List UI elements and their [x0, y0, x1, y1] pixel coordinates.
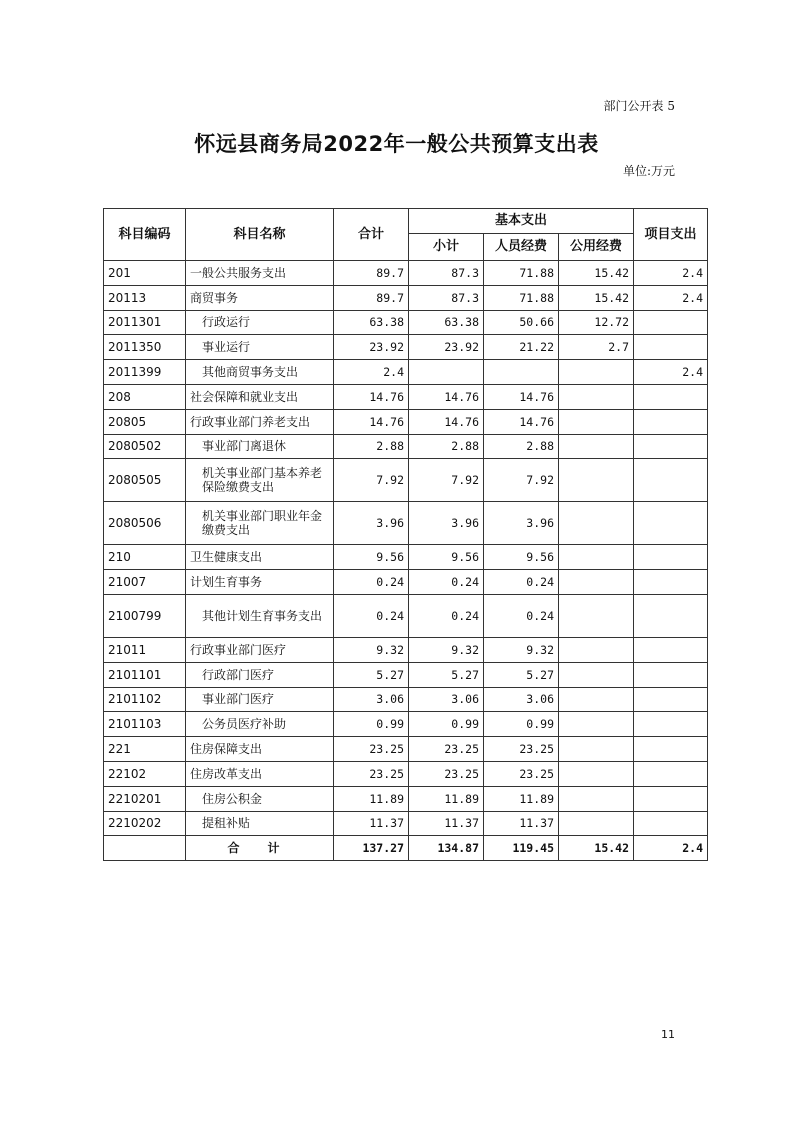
grand-total-cell: 137.27	[334, 836, 409, 861]
table-row	[104, 335, 708, 360]
name-cell: 住房保障支出	[186, 737, 334, 762]
table-row	[104, 786, 708, 811]
total-cell: 23.25	[334, 761, 409, 786]
table-row	[104, 811, 708, 836]
header-public: 公用经费	[559, 234, 634, 261]
total-row	[104, 836, 708, 861]
personnel-cell: 3.06	[484, 687, 559, 712]
table-row	[104, 761, 708, 786]
subtotal-cell: 14.76	[409, 384, 484, 409]
name-cell: 商贸事务	[186, 285, 334, 310]
total-cell: 89.7	[334, 261, 409, 286]
subtotal-cell: 3.96	[409, 502, 484, 545]
personnel-cell: 0.99	[484, 712, 559, 737]
total-cell: 5.27	[334, 662, 409, 687]
personnel-cell: 50.66	[484, 310, 559, 335]
name-cell: 行政部门医疗	[186, 662, 334, 687]
project-cell	[634, 570, 708, 595]
project-cell	[634, 502, 708, 545]
subtotal-cell: 63.38	[409, 310, 484, 335]
project-cell	[634, 786, 708, 811]
name-cell: 一般公共服务支出	[186, 261, 334, 286]
subtotal-cell: 9.56	[409, 545, 484, 570]
header-personnel: 人员经费	[484, 234, 559, 261]
table-row	[104, 310, 708, 335]
code-cell: 2080502	[104, 434, 186, 459]
name-cell: 公务员医疗补助	[186, 712, 334, 737]
name-cell: 事业部门医疗	[186, 687, 334, 712]
total-cell: 9.32	[334, 637, 409, 662]
code-cell: 201	[104, 261, 186, 286]
project-cell: 2.4	[634, 285, 708, 310]
name-cell: 机关事业部门基本养老保险缴费支出	[186, 459, 334, 502]
total-cell: 0.99	[334, 712, 409, 737]
project-cell	[634, 434, 708, 459]
grand-public-cell: 15.42	[559, 836, 634, 861]
code-cell: 2080505	[104, 459, 186, 502]
code-cell: 221	[104, 737, 186, 762]
code-cell: 210	[104, 545, 186, 570]
code-cell: 2210201	[104, 786, 186, 811]
name-cell: 卫生健康支出	[186, 545, 334, 570]
total-cell: 14.76	[334, 409, 409, 434]
name-cell: 行政事业部门医疗	[186, 637, 334, 662]
name-cell: 行政事业部门养老支出	[186, 409, 334, 434]
header-total: 合计	[334, 209, 409, 261]
project-cell	[634, 761, 708, 786]
subtotal-cell: 9.32	[409, 637, 484, 662]
project-cell	[634, 459, 708, 502]
table-row	[104, 360, 708, 385]
public-cell	[559, 570, 634, 595]
total-cell: 9.56	[334, 545, 409, 570]
personnel-cell: 21.22	[484, 335, 559, 360]
table-row	[104, 687, 708, 712]
subtotal-cell: 87.3	[409, 261, 484, 286]
subtotal-cell: 23.25	[409, 737, 484, 762]
code-cell: 208	[104, 384, 186, 409]
project-cell	[634, 409, 708, 434]
table-row	[104, 545, 708, 570]
total-cell: 11.89	[334, 786, 409, 811]
table-row	[104, 409, 708, 434]
public-cell	[559, 545, 634, 570]
table-row	[104, 434, 708, 459]
table-row	[104, 384, 708, 409]
personnel-cell: 9.32	[484, 637, 559, 662]
header-project: 项目支出	[634, 209, 708, 261]
code-cell: 20805	[104, 409, 186, 434]
code-cell: 20113	[104, 285, 186, 310]
name-cell: 机关事业部门职业年金缴费支出	[186, 502, 334, 545]
subtotal-cell: 87.3	[409, 285, 484, 310]
personnel-cell: 5.27	[484, 662, 559, 687]
name-cell: 其他商贸事务支出	[186, 360, 334, 385]
public-cell	[559, 384, 634, 409]
table-row	[104, 285, 708, 310]
project-cell	[634, 545, 708, 570]
name-cell: 提租补贴	[186, 811, 334, 836]
public-cell	[559, 687, 634, 712]
code-cell: 2080506	[104, 502, 186, 545]
table-row	[104, 637, 708, 662]
total-cell: 63.38	[334, 310, 409, 335]
project-cell	[634, 335, 708, 360]
name-cell: 其他计划生育事务支出	[186, 594, 334, 637]
table-row	[104, 594, 708, 637]
project-cell	[634, 737, 708, 762]
table-row	[104, 662, 708, 687]
table-row	[104, 712, 708, 737]
header-subtotal: 小计	[409, 234, 484, 261]
total-cell: 11.37	[334, 811, 409, 836]
total-label: 合计	[186, 836, 334, 861]
project-cell	[634, 637, 708, 662]
table-row	[104, 570, 708, 595]
total-cell: 2.4	[334, 360, 409, 385]
public-cell: 2.7	[559, 335, 634, 360]
document-label: 部门公开表 5	[603, 99, 675, 113]
total-cell: 3.06	[334, 687, 409, 712]
budget-table	[103, 208, 708, 861]
personnel-cell: 11.37	[484, 811, 559, 836]
public-cell	[559, 786, 634, 811]
public-cell	[559, 662, 634, 687]
project-cell	[634, 712, 708, 737]
name-cell: 事业部门离退休	[186, 434, 334, 459]
personnel-cell: 14.76	[484, 409, 559, 434]
public-cell: 12.72	[559, 310, 634, 335]
personnel-cell: 0.24	[484, 594, 559, 637]
personnel-cell	[484, 360, 559, 385]
table-row	[104, 261, 708, 286]
total-cell: 23.92	[334, 335, 409, 360]
subtotal-cell: 11.89	[409, 786, 484, 811]
code-cell: 2011301	[104, 310, 186, 335]
code-cell: 2101101	[104, 662, 186, 687]
header-code: 科目编码	[104, 209, 186, 261]
personnel-cell: 14.76	[484, 384, 559, 409]
name-cell: 住房改革支出	[186, 761, 334, 786]
code-cell: 2011399	[104, 360, 186, 385]
project-cell	[634, 384, 708, 409]
project-cell	[634, 310, 708, 335]
public-cell	[559, 459, 634, 502]
total-cell: 14.76	[334, 384, 409, 409]
personnel-cell: 71.88	[484, 285, 559, 310]
subtotal-cell: 3.06	[409, 687, 484, 712]
name-cell: 社会保障和就业支出	[186, 384, 334, 409]
code-cell: 21007	[104, 570, 186, 595]
total-cell: 3.96	[334, 502, 409, 545]
total-cell: 2.88	[334, 434, 409, 459]
total-code-cell	[104, 836, 186, 861]
subtotal-cell: 0.99	[409, 712, 484, 737]
subtotal-cell	[409, 360, 484, 385]
public-cell	[559, 502, 634, 545]
public-cell	[559, 594, 634, 637]
public-cell	[559, 811, 634, 836]
code-cell: 2100799	[104, 594, 186, 637]
subtotal-cell: 11.37	[409, 811, 484, 836]
total-cell: 0.24	[334, 594, 409, 637]
public-cell: 15.42	[559, 285, 634, 310]
subtotal-cell: 23.92	[409, 335, 484, 360]
personnel-cell: 0.24	[484, 570, 559, 595]
name-cell: 住房公积金	[186, 786, 334, 811]
public-cell: 15.42	[559, 261, 634, 286]
grand-project-cell: 2.4	[634, 836, 708, 861]
total-cell: 89.7	[334, 285, 409, 310]
name-cell: 行政运行	[186, 310, 334, 335]
public-cell	[559, 712, 634, 737]
page-title: 怀远县商务局2022年一般公共预算支出表	[194, 132, 599, 156]
personnel-cell: 9.56	[484, 545, 559, 570]
project-cell: 2.4	[634, 360, 708, 385]
table-row	[104, 737, 708, 762]
public-cell	[559, 434, 634, 459]
name-cell: 事业运行	[186, 335, 334, 360]
personnel-cell: 71.88	[484, 261, 559, 286]
public-cell	[559, 737, 634, 762]
total-cell: 0.24	[334, 570, 409, 595]
code-cell: 21011	[104, 637, 186, 662]
public-cell	[559, 637, 634, 662]
table-row	[104, 502, 708, 545]
table-body	[104, 261, 708, 861]
personnel-cell: 23.25	[484, 737, 559, 762]
project-cell	[634, 662, 708, 687]
code-cell: 2101102	[104, 687, 186, 712]
grand-personnel-cell: 119.45	[484, 836, 559, 861]
subtotal-cell: 7.92	[409, 459, 484, 502]
public-cell	[559, 761, 634, 786]
personnel-cell: 11.89	[484, 786, 559, 811]
project-cell	[634, 687, 708, 712]
code-cell: 2011350	[104, 335, 186, 360]
subtotal-cell: 5.27	[409, 662, 484, 687]
header-basic: 基本支出	[409, 209, 634, 234]
page-number: 11	[661, 1028, 675, 1041]
project-cell	[634, 594, 708, 637]
code-cell: 22102	[104, 761, 186, 786]
unit-label: 单位:万元	[622, 164, 675, 178]
subtotal-cell: 2.88	[409, 434, 484, 459]
code-cell: 2210202	[104, 811, 186, 836]
table-row	[104, 459, 708, 502]
subtotal-cell: 23.25	[409, 761, 484, 786]
code-cell: 2101103	[104, 712, 186, 737]
name-cell: 计划生育事务	[186, 570, 334, 595]
project-cell: 2.4	[634, 261, 708, 286]
subtotal-cell: 0.24	[409, 570, 484, 595]
subtotal-cell: 0.24	[409, 594, 484, 637]
subtotal-cell: 14.76	[409, 409, 484, 434]
grand-subtotal-cell: 134.87	[409, 836, 484, 861]
total-cell: 23.25	[334, 737, 409, 762]
public-cell	[559, 409, 634, 434]
personnel-cell: 2.88	[484, 434, 559, 459]
personnel-cell: 7.92	[484, 459, 559, 502]
public-cell	[559, 360, 634, 385]
personnel-cell: 23.25	[484, 761, 559, 786]
personnel-cell: 3.96	[484, 502, 559, 545]
project-cell	[634, 811, 708, 836]
header-name: 科目名称	[186, 209, 334, 261]
total-cell: 7.92	[334, 459, 409, 502]
